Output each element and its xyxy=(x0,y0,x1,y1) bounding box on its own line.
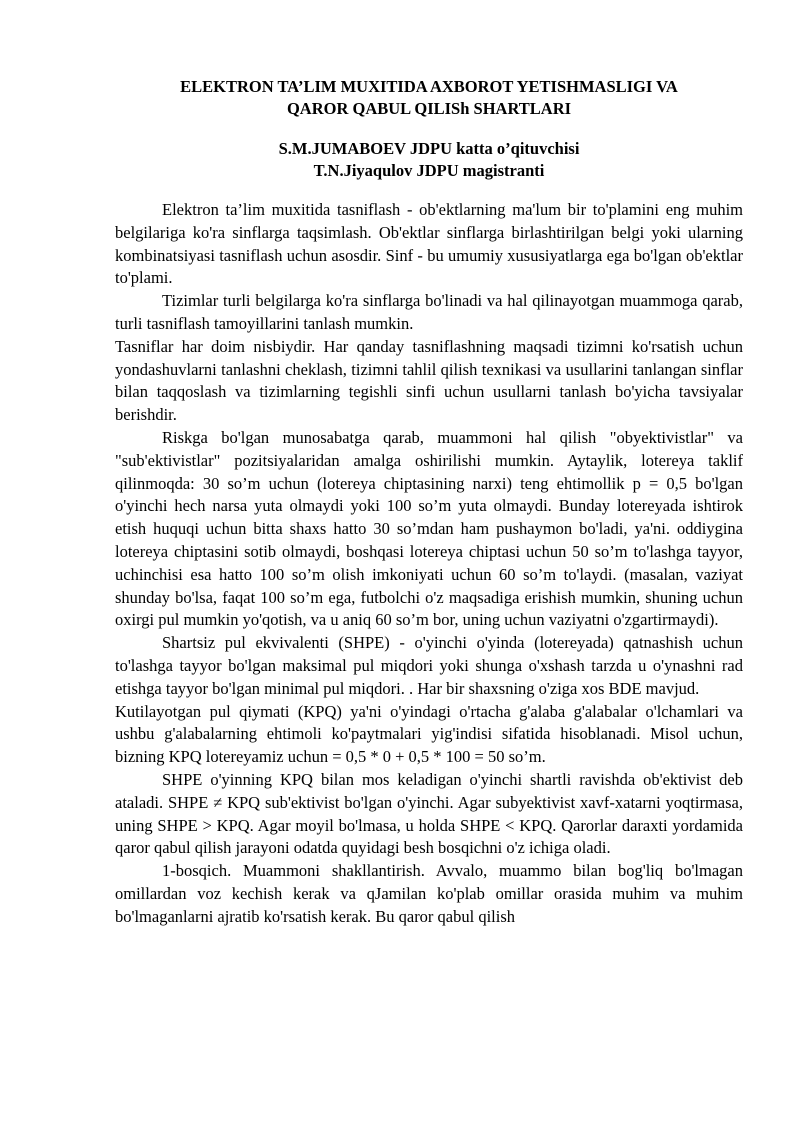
paragraph: SHPE o'yinning KPQ bilan mos keladigan o'yinchi shartli ravishda ob'ektivist deb ataladi. SHPE ≠ KPQ sub'ektivist bo'lgan o'yinchi. Agar subyektivist xavf-xatarni yoqtirmasa, uning SHPE > KPQ. Agar moyil bo'lmasa, u holda SHPE < KPQ. Qarorlar daraxti yordamida qaror qabul qilish jarayoni odatda quyidagi besh bosqichni o'z ichiga oladi. xyxy=(115,769,743,858)
paragraph: Riskga bo'lgan munosabatga qarab, muammoni hal qilish "obyektivistlar" va "sub'ektivistlar" pozitsiyalaridan amalga oshirilishi mumkin. Aytaylik, lotereya taklif qilinmoqda: 30 so’m uchun (lotereya chiptasining narxi) teng ehtimollik p = 0,5 bo'lgan o'yinchi hech narsa yuta olmaydi yoki 100 so’m yuta olmaydi. Bunday lotereyada ishtirok etish huquqi uchun bitta shaxs hatto 30 so’mdan ham pushaymon bo'ladi, ya'ni. oddiygina lotereya chiptasini sotib olmaydi, boshqasi lotereya chiptasi uchun 50 so’m to'lashga tayyor, uchinchisi esa hatto 100 so’m olish imkoniyati uchun 60 so’m to'laydi. (masalan, vaziyat shunday bo'lsa, faqat 100 so’m ega, futbolchi o'z maqsadiga erishish mumkin, shuning uchun oxirgi pul mumkin yo'qotish, va u aniq 60 so’m bor, uning uchun vaziyatni o'zgartirmaydi). xyxy=(115,427,743,630)
title-line-2: QAROR QABUL QILISh SHARTLARI xyxy=(286,99,572,118)
title-line-1: ELEKTRON TA’LIM MUXITIDA AXBOROT YETISHMASLIGI VA xyxy=(180,77,678,96)
author-1: S.M.JUMABOEV JDPU katta o’qituvchisi xyxy=(278,139,580,158)
paragraph: Tizimlar turli belgilarga ko'ra sinflarga bo'linadi va hal qilinayotgan muammoga qarab, turli tasniflash tamoyillarini tanlash mumkin. xyxy=(115,291,743,333)
author-2: T.N.Jiyaqulov JDPU magistranti xyxy=(313,161,545,180)
paragraph: Tasniflar har doim nisbiydir. Har qanday tasniflashning maqsadi tizimni ko'rsatish uchun yondashuvlarni tanlashni cheklash, tizimni tahlil qilish texnikasi va usullarini tanlangan sinflar bilan taqqoslash va tizimlarning tegishli sinfi uchun usullarni tanlash bo'yicha tavsiyalar berishdir. xyxy=(115,336,743,425)
document-body xyxy=(115,199,743,929)
paragraph: Shartsiz pul ekvivalenti (SHPE) - o'yinchi o'yinda (lotereyada) qatnashish uchun to'lashga tayyor bo'lgan maksimal pul miqdori yoki shunga o'xshash tarzda u o'ynashni rad etishga tayyor bo'lgan minimal pul miqdori. . Har bir shaxsning o'ziga xos BDE mavjud. xyxy=(115,633,743,698)
document-title xyxy=(115,76,743,120)
paragraph: Elektron ta’lim muxitida tasniflash - ob'ektlarning ma'lum bir to'plamini eng muhim belgilariga ko'ra sinflarga taqsimlash. Ob'ektlar sinflarga birlashtirilgan belgi yoki ularning kombinatsiyasi tasniflash uchun asosdir. Sinf - bu umumiy xususiyatlarga ega bo'lgan ob'ektlar to'plami. xyxy=(115,200,743,288)
author-block xyxy=(115,138,743,182)
paragraph: 1-bosqich. Muammoni shakllantirish. Avvalo, muammo bilan bog'liq bo'lmagan omillardan voz kechish kerak va qJamilan ko'plab omillar orasida muhim va muhim bo'lmaganlarni ajratib ko'rsatish kerak. Bu qaror qabul qilish xyxy=(115,861,743,926)
paragraph: Kutilayotgan pul qiymati (KPQ) ya'ni o'yindagi o'rtacha g'alaba g'alabalar o'lchamlari va ushbu g'alabalarning ehtimoli ko'paytmalari yig'indisi sifatida hisoblanadi. Misol uchun, bizning KPQ lotereyamiz uchun = 0,5 * 0 + 0,5 * 100 = 50 so’m. xyxy=(115,701,743,767)
